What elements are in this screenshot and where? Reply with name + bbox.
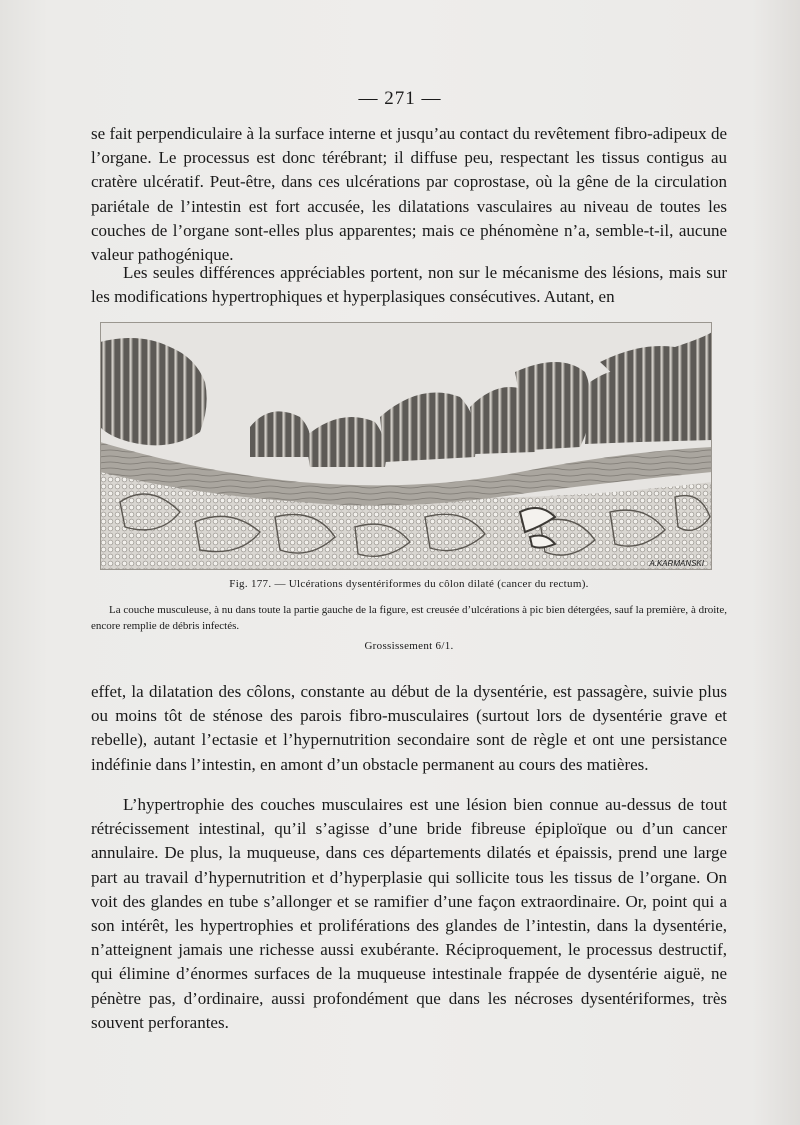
colon-section-illustration — [100, 322, 712, 570]
figure-signature: A.KARMANSKI — [649, 559, 704, 568]
paragraph-3: effet, la dilatation des côlons, constante au début de la dysentérie, est passagère, suivie plus ou moins tôt de sténose des parois fibro-musculaires (surtout lors de dysentérie grave et rebelle), autant l’ectasie et l’hypernutrition secondaire sont de règle et ont une persistance indéfinie dans l’intestin, en amont d’un obstacle permanent au cours des matières. — [91, 682, 727, 774]
paragraph-1: se fait perpendiculaire à la surface interne et jusqu’au contact du revêtement fibro-adipeux de l’organe. Le processus est donc térébrant; il diffuse peu, respectant les tissus contigus au cratère ulcératif. Peut-être, dans ces ulcérations par coprostase, où la gêne de la circulation pariétale de l’intestin est fort accusée, les dilatations vasculaires au niveau de toutes les couches de l’organe sont-elles plus apparentes; mais ce phénomène n’a, semble-t-il, aucune valeur pathogénique. — [91, 124, 727, 265]
figure-caption-title: Fig. 177. — Ulcérations dysentériformes du côlon dilaté (cancer du rectum). — [229, 578, 589, 590]
paragraph-2: Les seules différences appréciables portent, non sur le mécanisme des lésions, mais sur les modifications hypertrophiques et hyperplasiques consécutives. Autant, en — [91, 263, 727, 307]
figure-magnification: Grossissement 6/1. — [364, 640, 454, 652]
paragraph-4: L’hypertrophie des couches musculaires est une lésion bien connue au-dessus de tout rétrécissement intestinal, qu’il s’agisse d’une bride fibreuse épiploïque ou d’un cancer annulaire. De plus, la muqueuse, dans ces départements dilatés et épaissis, prend une large part au travail d’hypernutrition et d’hyperplasie qui sollicite tous les tissus de l’organe. On voit des glandes en tube s’allonger et se ramifier d’une façon extraordinaire. Or, point qui a son intérêt, les hypertrophies et proliférations des glandes de l’intestin, dans la dysentérie, n’atteignent jamais une richesse aussi exubérante. Réciproquement, le processus destructif, qui élimine d’énormes surfaces de la muqueuse intestinale frappée de dysentérie aiguë, ne pénètre pas, d’ordinaire, aussi profondément que dans les nécroses dysentériformes, très souvent perforantes. — [91, 795, 727, 1032]
histology-figure — [100, 322, 712, 570]
figure-caption-legend: La couche musculeuse, à nu dans toute la partie gauche de la figure, est creusée d’ulcérations à pic bien détergées, sauf la première, à droite, encore remplie de débris infectés. — [91, 604, 727, 632]
page-number: — 271 — — [358, 88, 442, 109]
